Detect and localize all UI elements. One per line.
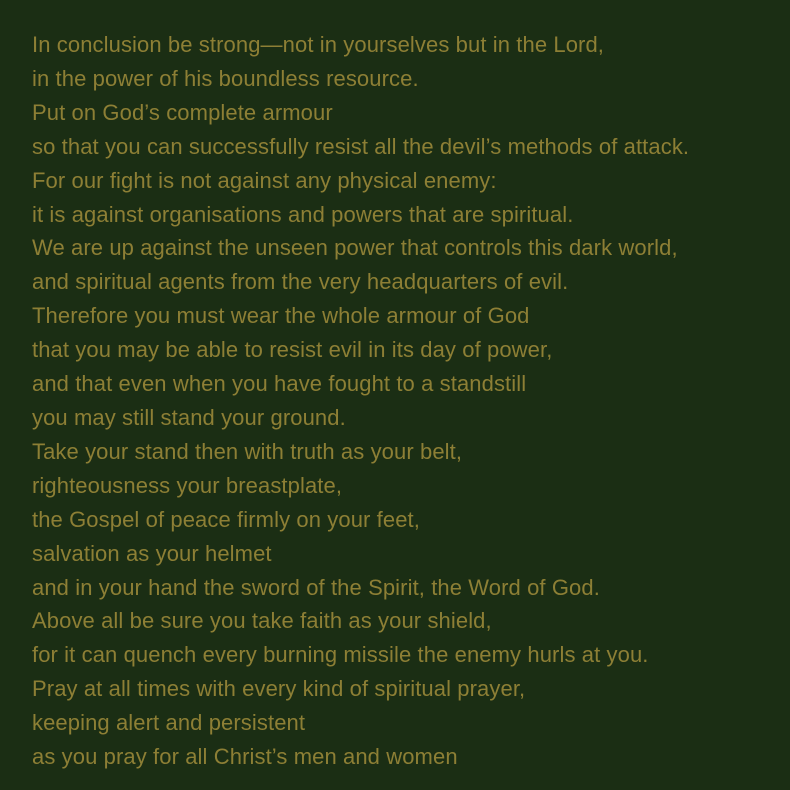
verse-line: it is against organisations and powers that are spiritual. (32, 201, 574, 227)
verse-line: salvation as your helmet (32, 540, 272, 566)
verse-line: and spiritual agents from the very headquarters of evil. (32, 269, 569, 295)
verse-line: Pray at all times with every kind of spiritual prayer, (32, 676, 526, 702)
verse-line: Above all be sure you take faith as your shield, (32, 608, 492, 634)
verse-line: you may still stand your ground. (32, 404, 346, 430)
verse-line: Therefore you must wear the whole armour of God (32, 303, 530, 329)
verse-line: and in your hand the sword of the Spirit, the Word of God. (32, 574, 600, 600)
verse-line: keeping alert and persistent (32, 710, 306, 736)
verse-line: and that even when you have fought to a standstill (32, 371, 527, 397)
verse-line: for it can quench every burning missile the enemy hurls at you. (32, 642, 649, 668)
verse-line: so that you can successfully resist all the devil’s methods of attack. (32, 133, 690, 159)
verse-line: In conclusion be strong—not in yourselves but in the Lord, (32, 32, 605, 57)
verse-line: the Gospel of peace firmly on your feet, (32, 506, 420, 532)
verse-line: as you pray for all Christ’s men and women (32, 744, 458, 770)
verse-line: righteousness your breastplate, (32, 472, 343, 498)
verse-line: that you may be able to resist evil in its day of power, (32, 337, 553, 363)
verse-line: For our fight is not against any physical enemy: (32, 167, 497, 193)
verse-line: Put on God’s complete armour (32, 99, 333, 125)
verse-line: We are up against the unseen power that controls this dark world, (32, 235, 678, 261)
verse-line: in the power of his boundless resource. (32, 65, 419, 91)
verse-text-block (32, 28, 790, 774)
verse-line: Take your stand then with truth as your belt, (32, 438, 463, 464)
